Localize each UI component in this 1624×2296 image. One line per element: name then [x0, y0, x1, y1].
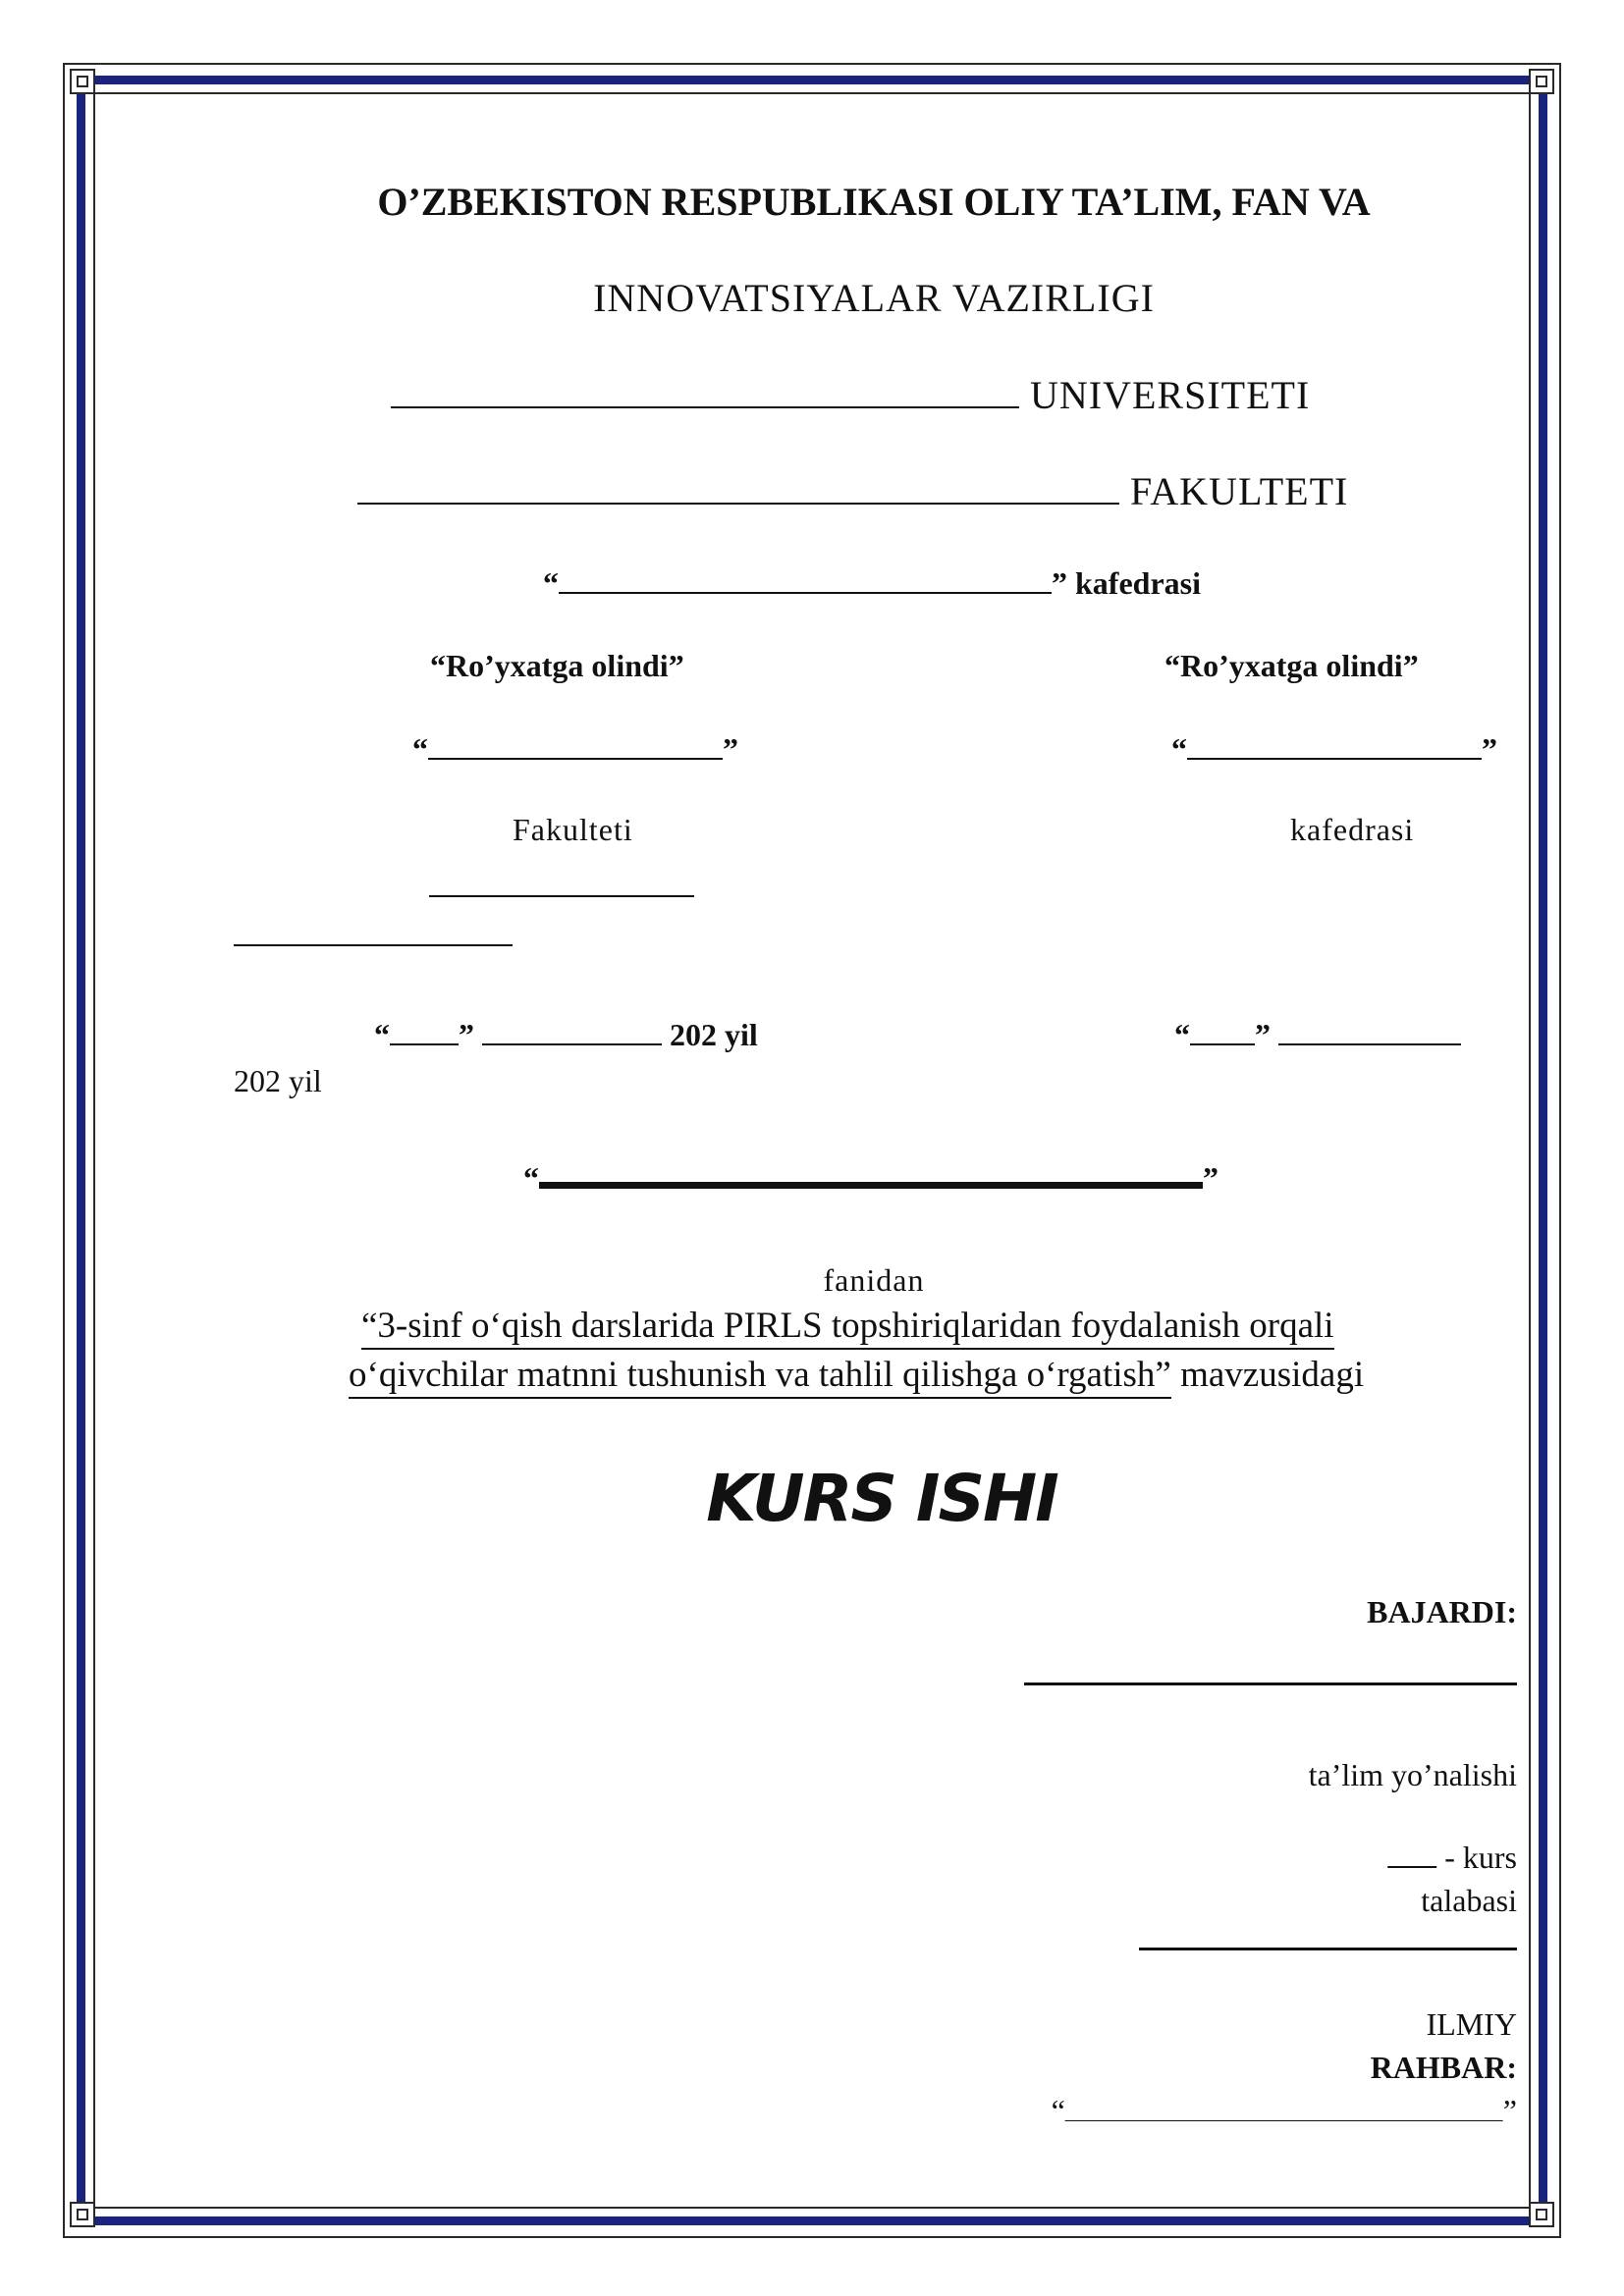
student-label: talabasi [1421, 1883, 1517, 1918]
registration-left-number: “ ” [412, 731, 738, 767]
advisor-label-line1: ILMIY [1426, 2006, 1517, 2042]
frame-corner-ornament [70, 69, 95, 94]
course-line: - kurs [1387, 1842, 1517, 1873]
frame-corner-ornament [1529, 69, 1554, 94]
subject-name-blank [539, 1182, 1203, 1189]
right-month-blank [1278, 1043, 1461, 1045]
department-line [543, 567, 1201, 599]
topic-line2: o‘qivchilar matnni tushunish va tahlil qilishga o‘rgatish” mavzusidagi [349, 1357, 1364, 1393]
faculty-label: FAKULTETI [1130, 469, 1349, 513]
left-signature-line [429, 895, 694, 897]
registration-right-blank [1187, 758, 1482, 760]
topic-line1: “3-sinf o‘qish darslarida PIRLS topshiriqlaridan foydalanish orqali [361, 1308, 1334, 1344]
advisor-name-blank [1065, 2120, 1503, 2121]
registration-left-date: “ ” 202 yil [374, 1017, 758, 1052]
ministry-title-line1: O’ZBEKISTON RESPUBLIKASI OLIY TA’LIM, FAN VA [377, 180, 1371, 224]
registration-right-number: “ ” [1171, 731, 1497, 767]
education-direction-label: ta’lim yo’nalishi [1308, 1757, 1517, 1792]
performer-name-blank [1024, 1682, 1517, 1685]
faculty-line [357, 469, 1349, 513]
student-name-blank [1139, 1948, 1517, 1950]
course-number-blank [1387, 1866, 1436, 1868]
registration-left-title: “Ro’yxatga olindi” [430, 648, 684, 683]
registration-right-year: 202 yil [234, 1063, 322, 1098]
left-day-blank [390, 1043, 459, 1045]
university-name-blank [391, 406, 1019, 408]
frame-corner-ornament [1529, 2202, 1554, 2227]
university-line [391, 373, 1311, 417]
university-label: UNIVERSITETI [1030, 373, 1311, 417]
registration-left-subtitle: Fakulteti [513, 812, 633, 847]
advisor-label-line2: RAHBAR: [1370, 2050, 1517, 2085]
registration-left-blank [428, 758, 723, 760]
department-name-blank [559, 592, 1052, 594]
ministry-title-line2: INNOVATSIYALAR VAZIRLIGI [593, 276, 1155, 320]
performer-label: BAJARDI: [1367, 1594, 1517, 1629]
department-label: ” kafedrasi [1052, 565, 1201, 601]
subject-name-line: “ ” [523, 1160, 1218, 1196]
fanidan-label: fanidan [823, 1262, 925, 1298]
left-month-blank [482, 1043, 662, 1045]
advisor-name-line: “ ” [1051, 2093, 1517, 2128]
registration-right-subtitle: kafedrasi [1290, 812, 1415, 847]
right-day-blank [1190, 1043, 1255, 1045]
faculty-name-blank [357, 503, 1119, 505]
department-open-quote: “ [543, 565, 559, 601]
registration-right-title: “Ro’yxatga olindi” [1164, 648, 1419, 683]
document-title: KURS ISHI [706, 1461, 1057, 1536]
registration-right-date: “ ” [1174, 1019, 1461, 1050]
right-signature-line [234, 944, 513, 946]
frame-corner-ornament [70, 2202, 95, 2227]
